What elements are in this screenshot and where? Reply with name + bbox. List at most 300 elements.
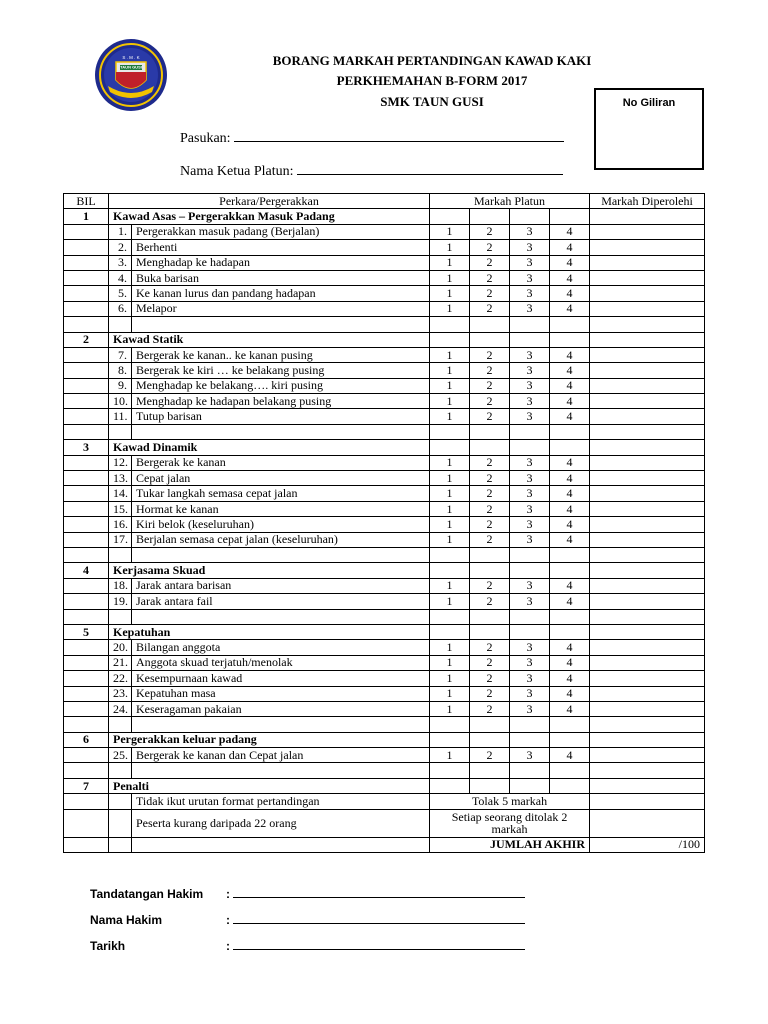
total-value[interactable]: /100 [590, 837, 705, 852]
section-number: 7 [64, 778, 109, 793]
score-option-3[interactable]: 3 [510, 517, 550, 532]
empty-cell [64, 501, 109, 516]
empty-cell [510, 778, 550, 793]
item-number: 8. [109, 363, 132, 378]
score-option-4[interactable]: 4 [550, 471, 590, 486]
empty-cell [430, 332, 470, 347]
penalti-rule: Setiap seorang ditolak 2 markah [430, 809, 590, 837]
score-option-3[interactable]: 3 [510, 394, 550, 409]
empty-cell [510, 563, 550, 578]
score-option-4[interactable]: 4 [550, 394, 590, 409]
empty-cell [430, 547, 470, 562]
item-text: Tukar langkah semasa cepat jalan [132, 486, 430, 501]
empty-cell [590, 609, 705, 624]
empty-cell [470, 547, 510, 562]
markah-diperolehi-cell[interactable] [590, 301, 705, 316]
item-text: Berhenti [132, 240, 430, 255]
markah-diperolehi-cell[interactable] [590, 748, 705, 763]
empty-cell [550, 717, 590, 732]
hakim-signature-field[interactable]: : [226, 887, 525, 901]
item-number: 19. [109, 594, 132, 609]
score-option-2[interactable]: 2 [470, 655, 510, 670]
score-option-1[interactable]: 1 [430, 471, 470, 486]
empty-cell [430, 440, 470, 455]
score-option-2[interactable]: 2 [470, 532, 510, 547]
markah-diperolehi-cell[interactable] [590, 347, 705, 362]
no-giliran-box[interactable] [594, 88, 704, 170]
empty-cell [64, 240, 109, 255]
score-option-3[interactable]: 3 [510, 409, 550, 424]
score-option-2[interactable]: 2 [470, 301, 510, 316]
table-row [64, 671, 705, 686]
empty-cell [430, 609, 470, 624]
score-option-3[interactable]: 3 [510, 378, 550, 393]
item-number: 15. [109, 501, 132, 516]
score-option-2[interactable]: 2 [470, 640, 510, 655]
empty-cell [470, 563, 510, 578]
score-option-2[interactable]: 2 [470, 455, 510, 470]
score-option-4[interactable]: 4 [550, 655, 590, 670]
table-row [64, 748, 705, 763]
table-row [64, 363, 705, 378]
score-option-3[interactable]: 3 [510, 594, 550, 609]
item-text: Bergerak ke kanan dan Cepat jalan [132, 748, 430, 763]
item-number: 3. [109, 255, 132, 270]
table-row [64, 270, 705, 285]
penalti-row [64, 778, 705, 793]
item-number: 25. [109, 748, 132, 763]
penalti-item-row [64, 809, 705, 837]
markah-diperolehi-cell[interactable] [590, 778, 705, 793]
score-option-4[interactable]: 4 [550, 701, 590, 716]
score-option-3[interactable]: 3 [510, 671, 550, 686]
markah-diperolehi-cell[interactable] [590, 224, 705, 239]
table-row [64, 686, 705, 701]
score-option-1[interactable]: 1 [430, 455, 470, 470]
empty-cell [64, 347, 109, 362]
table-row [64, 517, 705, 532]
markah-diperolehi-cell[interactable] [590, 270, 705, 285]
score-option-1[interactable]: 1 [430, 270, 470, 285]
empty-cell [64, 532, 109, 547]
score-option-1[interactable]: 1 [430, 501, 470, 516]
empty-cell [109, 609, 132, 624]
empty-cell [64, 837, 109, 852]
empty-cell [64, 640, 109, 655]
score-option-2[interactable]: 2 [470, 378, 510, 393]
item-number: 23. [109, 686, 132, 701]
score-option-2[interactable]: 2 [470, 270, 510, 285]
item-text: Bergerak ke kiri … ke belakang pusing [132, 363, 430, 378]
score-option-3[interactable]: 3 [510, 286, 550, 301]
markah-diperolehi-cell[interactable] [590, 517, 705, 532]
score-option-2[interactable]: 2 [470, 363, 510, 378]
section-number: 5 [64, 624, 109, 639]
markah-diperolehi-cell[interactable] [590, 363, 705, 378]
section-title: Kawad Asas – Pergerakkan Masuk Padang [109, 209, 430, 224]
table-row [64, 594, 705, 609]
score-option-1[interactable]: 1 [430, 363, 470, 378]
pasukan-field[interactable] [180, 128, 564, 147]
score-option-2[interactable]: 2 [470, 594, 510, 609]
empty-cell [470, 609, 510, 624]
score-option-4[interactable]: 4 [550, 578, 590, 593]
empty-cell [109, 837, 132, 852]
empty-cell [64, 671, 109, 686]
empty-cell [510, 717, 550, 732]
score-option-1[interactable]: 1 [430, 486, 470, 501]
score-option-4[interactable]: 4 [550, 686, 590, 701]
score-option-1[interactable]: 1 [430, 301, 470, 316]
empty-cell [132, 424, 430, 439]
empty-cell [510, 624, 550, 639]
item-number: 11. [109, 409, 132, 424]
score-option-4[interactable]: 4 [550, 409, 590, 424]
hakim-name-field[interactable]: : [226, 913, 525, 927]
score-option-2[interactable]: 2 [470, 501, 510, 516]
item-text: Kesempurnaan kawad [132, 671, 430, 686]
penalti-item-row [64, 794, 705, 809]
empty-cell [64, 394, 109, 409]
empty-cell [64, 701, 109, 716]
markah-diperolehi-cell[interactable] [590, 286, 705, 301]
empty-cell [430, 778, 470, 793]
header-markah-diperolehi: Markah Diperolehi [590, 194, 705, 209]
score-option-1[interactable]: 1 [430, 594, 470, 609]
markah-diperolehi-cell[interactable] [590, 624, 705, 639]
score-option-1[interactable]: 1 [430, 286, 470, 301]
penalti-text: Tidak ikut urutan format pertandingan [132, 794, 430, 809]
markah-diperolehi-cell[interactable] [590, 255, 705, 270]
empty-cell [132, 317, 430, 332]
score-option-3[interactable]: 3 [510, 255, 550, 270]
score-option-4[interactable]: 4 [550, 363, 590, 378]
table-row [64, 532, 705, 547]
empty-cell [510, 424, 550, 439]
item-text: Jarak antara fail [132, 594, 430, 609]
score-option-1[interactable]: 1 [430, 347, 470, 362]
score-option-1[interactable]: 1 [430, 517, 470, 532]
empty-cell [64, 609, 109, 624]
score-option-2[interactable]: 2 [470, 701, 510, 716]
markah-diperolehi-cell[interactable] [590, 378, 705, 393]
empty-cell [470, 624, 510, 639]
score-option-3[interactable]: 3 [510, 701, 550, 716]
markah-diperolehi-cell[interactable] [590, 671, 705, 686]
empty-cell [64, 270, 109, 285]
score-option-4[interactable]: 4 [550, 255, 590, 270]
score-option-3[interactable]: 3 [510, 486, 550, 501]
score-option-1[interactable]: 1 [430, 701, 470, 716]
empty-cell [430, 424, 470, 439]
markah-diperolehi-cell[interactable] [590, 471, 705, 486]
empty-cell [132, 717, 430, 732]
empty-cell [64, 794, 109, 809]
score-option-4[interactable]: 4 [550, 378, 590, 393]
table-row [64, 394, 705, 409]
markah-diperolehi-cell[interactable] [590, 578, 705, 593]
table-row [64, 286, 705, 301]
empty-cell [550, 609, 590, 624]
empty-cell [132, 837, 430, 852]
item-text: Hormat ke kanan [132, 501, 430, 516]
markah-diperolehi-cell[interactable] [590, 686, 705, 701]
score-option-3[interactable]: 3 [510, 240, 550, 255]
school-name: SMK TAUN GUSI [380, 94, 484, 109]
score-option-1[interactable]: 1 [430, 224, 470, 239]
spacer-row [64, 317, 705, 332]
score-option-4[interactable]: 4 [550, 224, 590, 239]
section-number: 2 [64, 332, 109, 347]
section-row [64, 332, 705, 347]
score-option-1[interactable]: 1 [430, 655, 470, 670]
ketua-field[interactable] [180, 161, 563, 180]
score-option-3[interactable]: 3 [510, 471, 550, 486]
empty-cell [109, 763, 132, 778]
item-text: Bilangan anggota [132, 640, 430, 655]
empty-cell [550, 563, 590, 578]
empty-cell [64, 455, 109, 470]
score-option-2[interactable]: 2 [470, 394, 510, 409]
section-number: 4 [64, 563, 109, 578]
score-option-3[interactable]: 3 [510, 363, 550, 378]
item-text: Ke kanan lurus dan pandang hadapan [132, 286, 430, 301]
table-row [64, 240, 705, 255]
item-number: 6. [109, 301, 132, 316]
empty-cell [109, 317, 132, 332]
empty-cell [470, 317, 510, 332]
score-option-4[interactable]: 4 [550, 347, 590, 362]
section-row [64, 624, 705, 639]
score-option-4[interactable]: 4 [550, 301, 590, 316]
score-option-3[interactable]: 3 [510, 455, 550, 470]
section-number: 3 [64, 440, 109, 455]
markah-diperolehi-cell[interactable] [590, 440, 705, 455]
score-option-4[interactable]: 4 [550, 270, 590, 285]
table-row [64, 486, 705, 501]
section-title: Kepatuhan [109, 624, 430, 639]
table-row [64, 578, 705, 593]
empty-cell [64, 486, 109, 501]
empty-cell [430, 563, 470, 578]
score-option-2[interactable]: 2 [470, 486, 510, 501]
score-option-4[interactable]: 4 [550, 240, 590, 255]
markah-diperolehi-cell[interactable] [590, 332, 705, 347]
score-option-1[interactable]: 1 [430, 748, 470, 763]
section-title: Kerjasama Skuad [109, 563, 430, 578]
empty-cell [510, 317, 550, 332]
score-option-1[interactable]: 1 [430, 394, 470, 409]
empty-cell [550, 424, 590, 439]
score-option-2[interactable]: 2 [470, 686, 510, 701]
score-option-4[interactable]: 4 [550, 594, 590, 609]
score-option-3[interactable]: 3 [510, 640, 550, 655]
markah-diperolehi-cell[interactable] [590, 394, 705, 409]
markah-diperolehi-cell[interactable] [590, 794, 705, 809]
score-option-1[interactable]: 1 [430, 532, 470, 547]
form-title: BORANG MARKAH PERTANDINGAN KAWAD KAKI [272, 53, 592, 68]
empty-cell [64, 717, 109, 732]
score-option-4[interactable]: 4 [550, 286, 590, 301]
score-option-2[interactable]: 2 [470, 471, 510, 486]
empty-cell [64, 547, 109, 562]
markah-diperolehi-cell[interactable] [590, 594, 705, 609]
score-option-3[interactable]: 3 [510, 270, 550, 285]
score-option-1[interactable]: 1 [430, 255, 470, 270]
score-option-2[interactable]: 2 [470, 286, 510, 301]
score-option-2[interactable]: 2 [470, 347, 510, 362]
score-option-4[interactable]: 4 [550, 532, 590, 547]
item-text: Menghadap ke hadapan [132, 255, 430, 270]
markah-diperolehi-cell[interactable] [590, 409, 705, 424]
empty-cell [430, 763, 470, 778]
item-text: Berjalan semasa cepat jalan (keseluruhan) [132, 532, 430, 547]
header-bil: BIL [64, 194, 109, 209]
score-option-3[interactable]: 3 [510, 224, 550, 239]
score-option-2[interactable]: 2 [470, 578, 510, 593]
form-subtitle: PERKHEMAHAN B-FORM 2017 [336, 73, 528, 88]
score-option-4[interactable]: 4 [550, 517, 590, 532]
score-option-1[interactable]: 1 [430, 378, 470, 393]
score-option-3[interactable]: 3 [510, 347, 550, 362]
markah-diperolehi-cell[interactable] [590, 640, 705, 655]
table-row [64, 255, 705, 270]
score-option-3[interactable]: 3 [510, 301, 550, 316]
empty-cell [132, 763, 430, 778]
header-row [64, 194, 705, 209]
markah-diperolehi-cell[interactable] [590, 501, 705, 516]
ketua-label: Nama Ketua Platun: [180, 164, 294, 179]
markah-diperolehi-cell[interactable] [590, 655, 705, 670]
markah-diperolehi-cell[interactable] [590, 532, 705, 547]
empty-cell [64, 517, 109, 532]
markah-diperolehi-cell[interactable] [590, 209, 705, 224]
table-row [64, 455, 705, 470]
spacer-row [64, 424, 705, 439]
markah-diperolehi-cell[interactable] [590, 563, 705, 578]
score-option-3[interactable]: 3 [510, 578, 550, 593]
item-number: 16. [109, 517, 132, 532]
empty-cell [510, 547, 550, 562]
empty-cell [430, 624, 470, 639]
score-option-3[interactable]: 3 [510, 501, 550, 516]
empty-cell [550, 732, 590, 747]
score-option-1[interactable]: 1 [430, 671, 470, 686]
score-option-2[interactable]: 2 [470, 255, 510, 270]
score-option-1[interactable]: 1 [430, 578, 470, 593]
score-option-3[interactable]: 3 [510, 686, 550, 701]
section-number: 1 [64, 209, 109, 224]
penalti-rule: Tolak 5 markah [430, 794, 590, 809]
empty-cell [132, 547, 430, 562]
date-field[interactable]: : [226, 939, 525, 953]
empty-cell [430, 717, 470, 732]
markah-diperolehi-cell[interactable] [590, 240, 705, 255]
score-option-2[interactable]: 2 [470, 240, 510, 255]
markah-diperolehi-cell[interactable] [590, 809, 705, 837]
spacer-row [64, 547, 705, 562]
score-option-4[interactable]: 4 [550, 486, 590, 501]
empty-cell [470, 332, 510, 347]
empty-cell [510, 609, 550, 624]
item-text: Pergerakkan masuk padang (Berjalan) [132, 224, 430, 239]
score-option-1[interactable]: 1 [430, 640, 470, 655]
section-row [64, 209, 705, 224]
score-option-4[interactable]: 4 [550, 455, 590, 470]
empty-cell [64, 378, 109, 393]
svg-text:TAUN GUSI: TAUN GUSI [120, 64, 142, 70]
empty-cell [64, 255, 109, 270]
score-option-3[interactable]: 3 [510, 748, 550, 763]
empty-cell [64, 286, 109, 301]
score-option-1[interactable]: 1 [430, 686, 470, 701]
markah-diperolehi-cell[interactable] [590, 732, 705, 747]
item-number: 14. [109, 486, 132, 501]
score-option-2[interactable]: 2 [470, 748, 510, 763]
markah-diperolehi-cell[interactable] [590, 455, 705, 470]
table-row [64, 347, 705, 362]
empty-cell [64, 578, 109, 593]
empty-cell [470, 440, 510, 455]
score-option-4[interactable]: 4 [550, 501, 590, 516]
score-option-4[interactable]: 4 [550, 671, 590, 686]
score-option-1[interactable]: 1 [430, 409, 470, 424]
item-number: 9. [109, 378, 132, 393]
svg-text:S . M . K: S . M . K [122, 55, 140, 60]
empty-cell [550, 317, 590, 332]
markah-diperolehi-cell[interactable] [590, 701, 705, 716]
empty-cell [510, 209, 550, 224]
markah-diperolehi-cell[interactable] [590, 486, 705, 501]
empty-cell [430, 317, 470, 332]
item-number: 5. [109, 286, 132, 301]
empty-cell [590, 763, 705, 778]
empty-cell [550, 547, 590, 562]
empty-cell [550, 763, 590, 778]
score-option-3[interactable]: 3 [510, 532, 550, 547]
item-text: Keseragaman pakaian [132, 701, 430, 716]
empty-cell [109, 547, 132, 562]
empty-cell [64, 594, 109, 609]
score-option-3[interactable]: 3 [510, 655, 550, 670]
empty-cell [590, 317, 705, 332]
score-option-1[interactable]: 1 [430, 240, 470, 255]
item-number: 20. [109, 640, 132, 655]
score-option-2[interactable]: 2 [470, 224, 510, 239]
empty-cell [470, 732, 510, 747]
score-option-4[interactable]: 4 [550, 640, 590, 655]
table-row [64, 655, 705, 670]
table-row [64, 640, 705, 655]
score-option-2[interactable]: 2 [470, 409, 510, 424]
empty-cell [550, 440, 590, 455]
school-crest-logo [94, 38, 168, 112]
score-option-2[interactable]: 2 [470, 517, 510, 532]
empty-cell [590, 717, 705, 732]
empty-cell [64, 809, 109, 837]
score-option-4[interactable]: 4 [550, 748, 590, 763]
spacer-row [64, 609, 705, 624]
table-row [64, 301, 705, 316]
empty-cell [64, 317, 109, 332]
item-number: 12. [109, 455, 132, 470]
empty-cell [470, 424, 510, 439]
item-number: 17. [109, 532, 132, 547]
item-number: 22. [109, 671, 132, 686]
item-number: 2. [109, 240, 132, 255]
score-option-2[interactable]: 2 [470, 671, 510, 686]
item-number: 13. [109, 471, 132, 486]
